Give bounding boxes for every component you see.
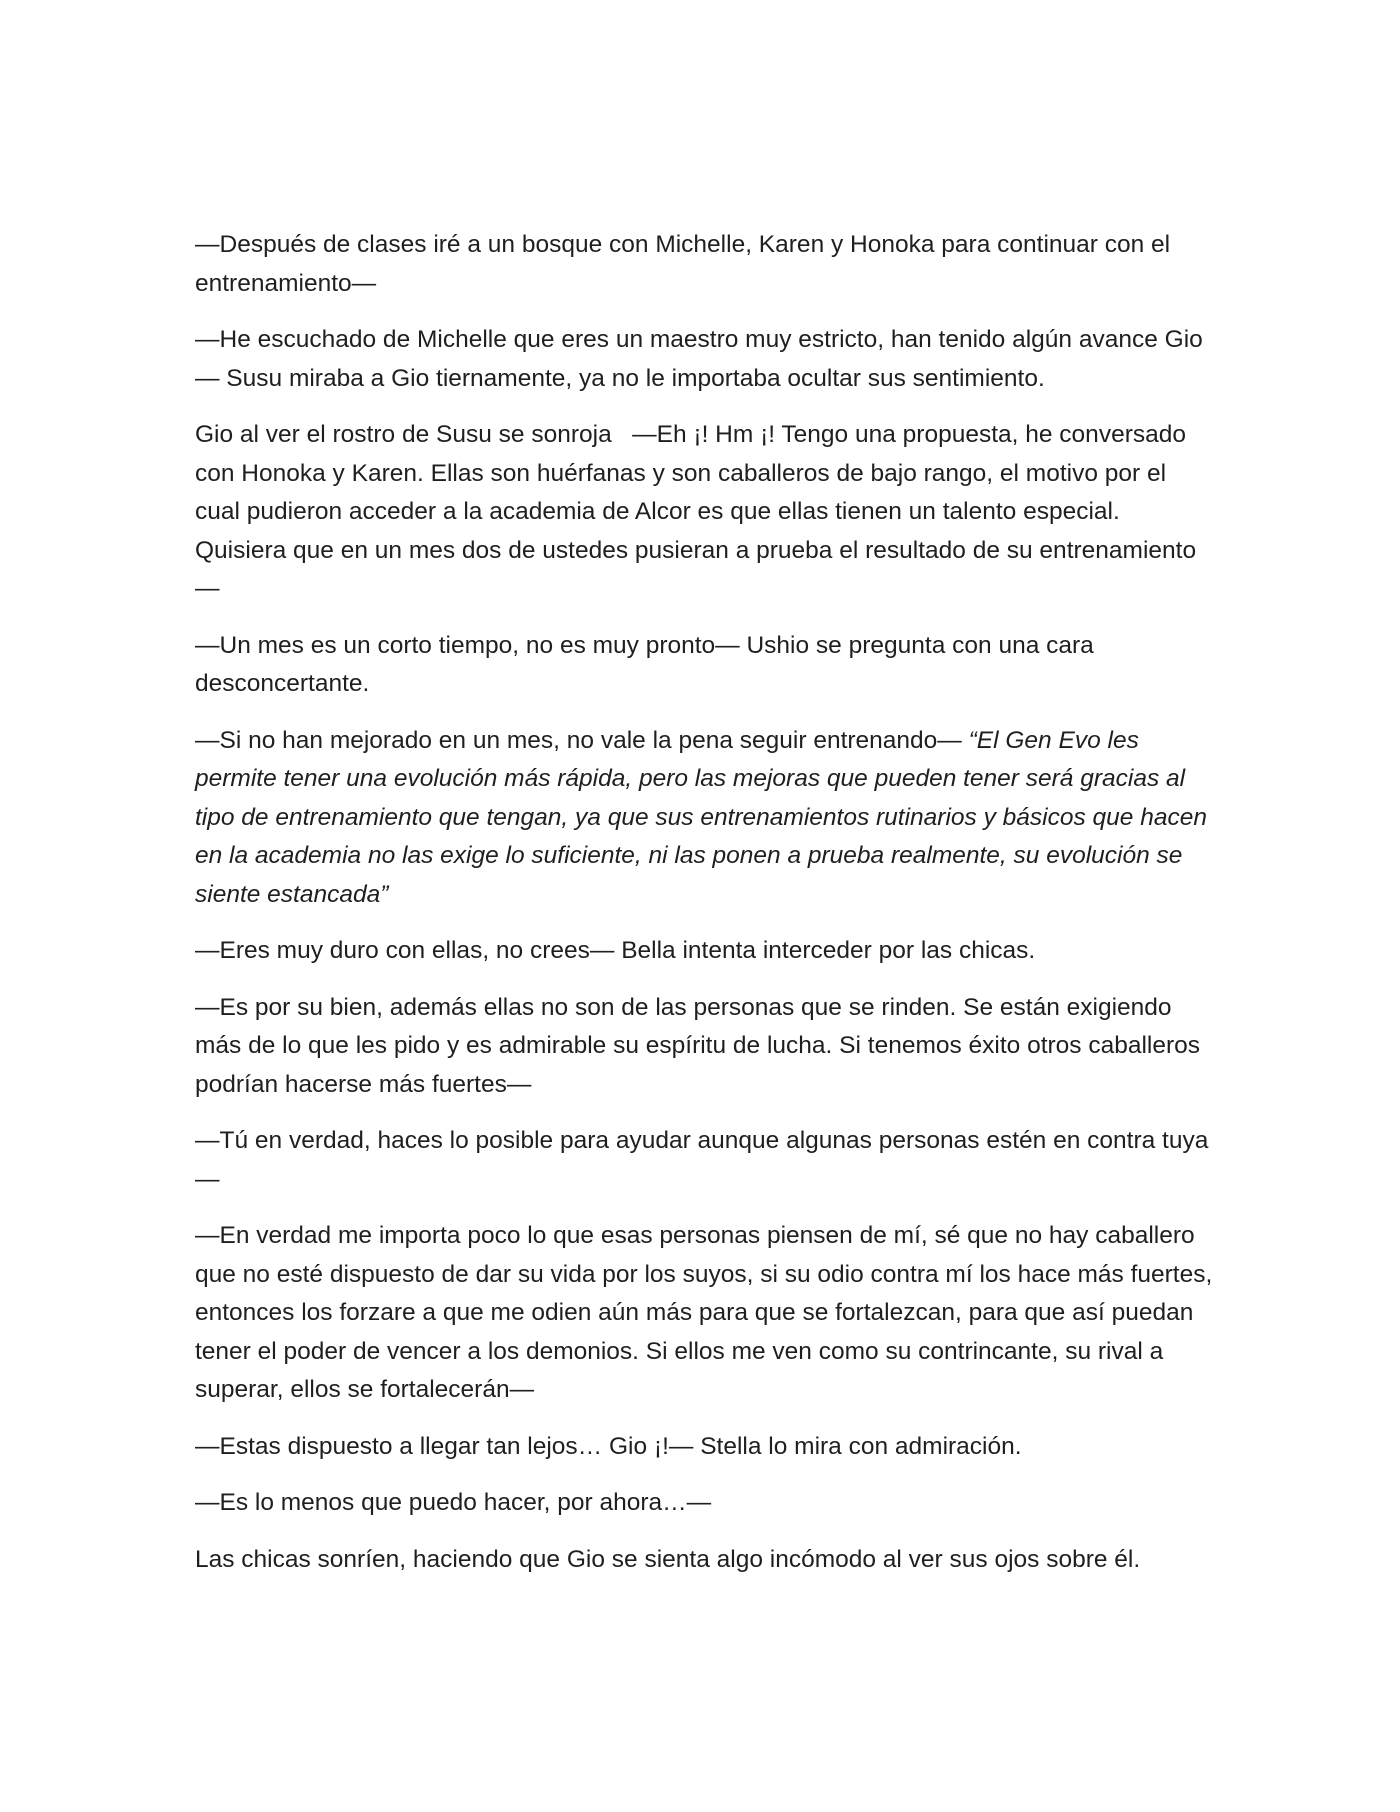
paragraph-text: —Es lo menos que puedo hacer, por ahora…— (195, 1489, 712, 1516)
italic-thought: “El Gen Evo les permite tener una evolución más rápida, pero las mejoras que pueden tener será gracias al tipo de entrenamiento que tengan, ya que sus entrenamientos rutinarios y básicos que hacen en la academia no las exige lo suficiente, ni las ponen a prueba realmente, su evolución se siente estancada” (195, 726, 1207, 908)
paragraph-text: —Es por su bien, además ellas no son de las personas que se rinden. Se están exigiendo más de lo que les pido y es admirable su espíritu de lucha. Si tenemos éxito otros caballeros podrían hacerse más fuertes— (195, 993, 1201, 1098)
paragraph-text: —Eres muy duro con ellas, no crees— Bella intenta interceder por las chicas. (195, 937, 1036, 964)
paragraph (195, 932, 1215, 971)
paragraph-text: Gio al ver el rostro de Susu se sonroja (195, 421, 612, 448)
paragraph-text: —Un mes es un corto tiempo, no es muy pronto— Ushio se pregunta con una cara desconcertante. (195, 631, 1094, 697)
paragraph (195, 1428, 1215, 1467)
paragraph (195, 416, 1215, 609)
spacing (612, 421, 632, 448)
document-body (195, 226, 1215, 1597)
paragraph-text: —Tú en verdad, haces lo posible para ayudar aunque algunas personas estén en contra tuya— (195, 1127, 1209, 1193)
paragraph-text: —Eh ¡! Hm ¡! Tengo una propuesta, he conversado con Honoka y Karen. Ellas son huérfanas y son caballeros de bajo rango, el motivo por el cual pudieron acceder a la academia de Alcor es que ellas tienen un talento especial. Quisiera que en un mes dos de ustedes pusieran a prueba el resultado de su entrenamiento— (195, 421, 1197, 602)
paragraph-text: —Si no han mejorado en un mes, no vale la pena seguir entrenando— (195, 726, 962, 754)
paragraph-text: —Después de clases iré a un bosque con Michelle, Karen y Honoka para continuar con el entrenamiento— (195, 231, 1171, 297)
paragraph-text: —He escuchado de Michelle que eres un maestro muy estricto, han tenido algún avance Gio— Susu miraba a Gio tiernamente, ya no le importaba ocultar sus sentimiento. (195, 326, 1203, 392)
paragraph-text: —Estas dispuesto a llegar tan lejos… Gio ¡!— Stella lo mira con admiración. (195, 1432, 1022, 1460)
paragraph (195, 989, 1215, 1105)
paragraph-text: —En verdad me importa poco lo que esas personas piensen de mí, sé que no hay caballero que no esté dispuesto de dar su vida por los suyos, si su odio contra mí los hace más fuertes, entonces los forzare a que me odien aún más para que se fortalezcan, para que así puedan tener el poder de vencer a los demonios. Si ellos me ven como su contrincante, su rival a superar, ellos se fortalecerán— (195, 1222, 1213, 1403)
paragraph (195, 226, 1215, 303)
paragraph (195, 627, 1215, 704)
paragraph (195, 722, 1215, 915)
paragraph (195, 321, 1215, 398)
paragraph (195, 1122, 1215, 1199)
paragraph-text: Las chicas sonríen, haciendo que Gio se sienta algo incómodo al ver sus ojos sobre él. (195, 1545, 1141, 1573)
paragraph (195, 1484, 1215, 1523)
paragraph (195, 1541, 1215, 1580)
paragraph (195, 1217, 1215, 1410)
